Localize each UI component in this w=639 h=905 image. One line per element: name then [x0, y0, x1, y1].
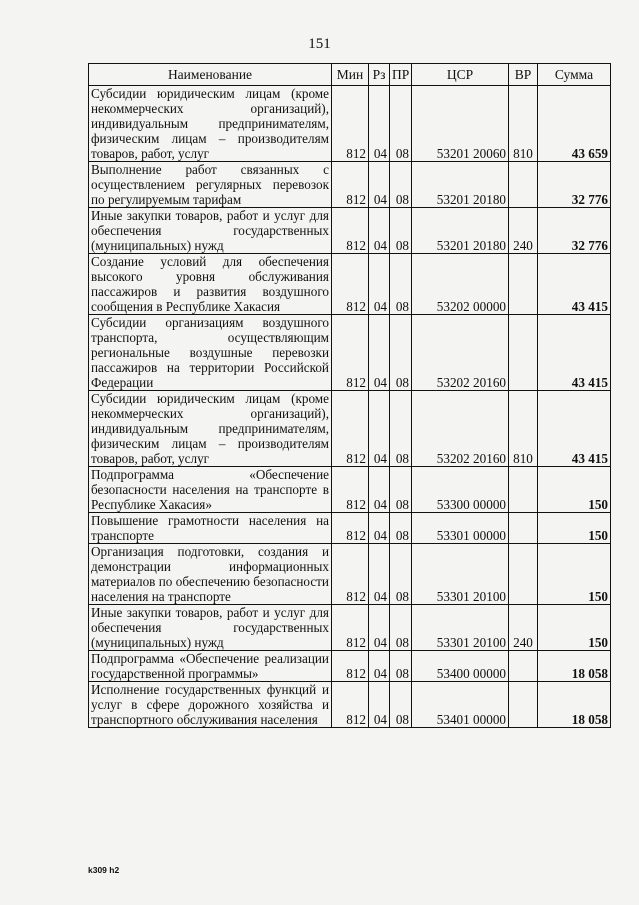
table-row [89, 254, 611, 315]
table-cell-vr [509, 254, 538, 315]
table-cell-rz: 04 [369, 315, 390, 391]
table-cell-csr: 53202 20160 [412, 315, 509, 391]
table-cell-sum: 150 [538, 605, 611, 651]
table-cell-name: Создание условий для обеспечения высокого уровня обслуживания пассажиров и развития воздушного сообщения в Республике Хакасия [89, 254, 332, 315]
table-cell-pr: 08 [390, 682, 412, 728]
table-cell-vr: 240 [509, 605, 538, 651]
table-cell-csr: 53201 20060 [412, 86, 509, 162]
table-cell-vr [509, 682, 538, 728]
table-cell-sum: 32 776 [538, 208, 611, 254]
table-cell-pr: 08 [390, 513, 412, 544]
table-cell-min: 812 [332, 513, 369, 544]
table-cell-min: 812 [332, 315, 369, 391]
table-cell-name: Исполнение государственных функций и услуг в сфере дорожного хозяйства и транспортного обслуживания населения [89, 682, 332, 728]
header-pr: ПР [390, 64, 412, 86]
table-cell-min: 812 [332, 162, 369, 208]
table-cell-vr [509, 651, 538, 682]
table-cell-name: Выполнение работ связанных с осуществлением регулярных перевозок по регулируемым тарифам [89, 162, 332, 208]
table-row [89, 86, 611, 162]
header-csr: ЦСР [412, 64, 509, 86]
table-cell-sum: 43 659 [538, 86, 611, 162]
table-cell-min: 812 [332, 391, 369, 467]
table-cell-pr: 08 [390, 315, 412, 391]
table-cell-name: Повышение грамотности населения на транспорте [89, 513, 332, 544]
table-cell-name: Подпрограмма «Обеспечение безопасности населения на транспорте в Республике Хакасия» [89, 467, 332, 513]
table-row [89, 513, 611, 544]
table-cell-sum: 150 [538, 513, 611, 544]
table-cell-name: Подпрограмма «Обеспечение реализации государственной программы» [89, 651, 332, 682]
budget-table [88, 63, 611, 728]
table-cell-rz: 04 [369, 513, 390, 544]
table-cell-min: 812 [332, 544, 369, 605]
table-cell-csr: 53201 20180 [412, 208, 509, 254]
table-cell-min: 812 [332, 682, 369, 728]
table-cell-min: 812 [332, 467, 369, 513]
table-cell-rz: 04 [369, 651, 390, 682]
table-row [89, 391, 611, 467]
table-cell-min: 812 [332, 86, 369, 162]
table-row [89, 651, 611, 682]
table-cell-vr [509, 513, 538, 544]
table-cell-sum: 150 [538, 467, 611, 513]
table-row [89, 315, 611, 391]
table-cell-name: Субсидии организациям воздушного транспорта, осуществляющим региональные воздушные перевозки пассажиров на территории Российской Федерации [89, 315, 332, 391]
table-row [89, 544, 611, 605]
table-row [89, 208, 611, 254]
header-min: Мин [332, 64, 369, 86]
table-cell-vr: 810 [509, 86, 538, 162]
table-cell-rz: 04 [369, 162, 390, 208]
table-cell-sum: 18 058 [538, 651, 611, 682]
table-cell-name: Субсидии юридическим лицам (кроме некоммерческих организаций), индивидуальным предпринимателям, физическим лицам – производителям товаров, работ, услуг [89, 86, 332, 162]
table-row [89, 605, 611, 651]
table-cell-min: 812 [332, 208, 369, 254]
table-cell-pr: 08 [390, 391, 412, 467]
table-cell-csr: 53300 00000 [412, 467, 509, 513]
table-cell-vr [509, 544, 538, 605]
table-cell-sum: 18 058 [538, 682, 611, 728]
table-cell-pr: 08 [390, 86, 412, 162]
table-cell-csr: 53301 20100 [412, 544, 509, 605]
table-cell-vr: 240 [509, 208, 538, 254]
table-cell-rz: 04 [369, 467, 390, 513]
table-cell-csr: 53301 20100 [412, 605, 509, 651]
table-cell-csr: 53202 00000 [412, 254, 509, 315]
table-cell-vr [509, 162, 538, 208]
table-cell-name: Субсидии юридическим лицам (кроме некоммерческих организаций), индивидуальным предпринимателям, физическим лицам – производителям товаров, работ, услуг [89, 391, 332, 467]
table-cell-csr: 53202 20160 [412, 391, 509, 467]
table-cell-pr: 08 [390, 605, 412, 651]
table-cell-name: Иные закупки товаров, работ и услуг для обеспечения государственных (муниципальных) нужд [89, 605, 332, 651]
table-row [89, 467, 611, 513]
table-cell-sum: 150 [538, 544, 611, 605]
table-cell-csr: 53401 00000 [412, 682, 509, 728]
table-cell-pr: 08 [390, 162, 412, 208]
table-cell-name: Иные закупки товаров, работ и услуг для обеспечения государственных (муниципальных) нужд [89, 208, 332, 254]
footer-code: k309 h2 [88, 865, 120, 875]
table-row [89, 682, 611, 728]
table-cell-rz: 04 [369, 682, 390, 728]
table-cell-vr: 810 [509, 391, 538, 467]
header-rz: Рз [369, 64, 390, 86]
header-name: Наименование [89, 64, 332, 86]
table-cell-rz: 04 [369, 208, 390, 254]
table-cell-pr: 08 [390, 254, 412, 315]
page-number: 151 [308, 36, 331, 52]
table-cell-rz: 04 [369, 544, 390, 605]
table-cell-pr: 08 [390, 208, 412, 254]
table-cell-min: 812 [332, 651, 369, 682]
header-vr: ВР [509, 64, 538, 86]
table-cell-sum: 32 776 [538, 162, 611, 208]
table-cell-pr: 08 [390, 651, 412, 682]
table-cell-vr [509, 315, 538, 391]
table-cell-csr: 53301 00000 [412, 513, 509, 544]
table-cell-rz: 04 [369, 605, 390, 651]
table-cell-csr: 53400 00000 [412, 651, 509, 682]
table-cell-sum: 43 415 [538, 254, 611, 315]
table-cell-name: Организация подготовки, создания и демонстрации информационных материалов по обеспечению безопасности населения на транспорте [89, 544, 332, 605]
table-row [89, 162, 611, 208]
table-cell-rz: 04 [369, 86, 390, 162]
table-cell-rz: 04 [369, 391, 390, 467]
table-cell-pr: 08 [390, 544, 412, 605]
header-sum: Сумма [538, 64, 611, 86]
table-cell-pr: 08 [390, 467, 412, 513]
header-row [89, 64, 611, 86]
table-cell-min: 812 [332, 605, 369, 651]
table-cell-csr: 53201 20180 [412, 162, 509, 208]
table-cell-sum: 43 415 [538, 315, 611, 391]
table-cell-min: 812 [332, 254, 369, 315]
table-cell-sum: 43 415 [538, 391, 611, 467]
table-cell-vr [509, 467, 538, 513]
table-cell-rz: 04 [369, 254, 390, 315]
